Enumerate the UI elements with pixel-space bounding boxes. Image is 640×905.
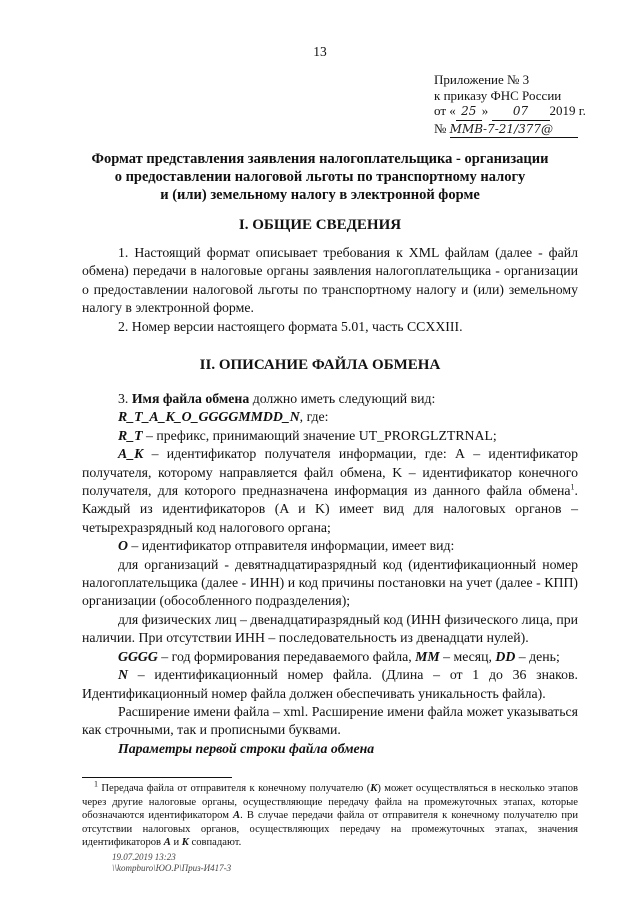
date-month: 07 <box>492 104 550 121</box>
date-definition: GGGG – год формирования передаваемого файла, MM – месяц, DD – день; <box>118 648 560 664</box>
extension-note: Расширение имени файла – xml. Расширение имени файла может указываться как строчными, так и прописными буквами. <box>82 703 578 738</box>
section-2-body <box>82 390 578 758</box>
paragraph-3: 3. Имя файла обмена должно иметь следующий вид: <box>118 391 436 406</box>
title-line-2: о предоставлении налоговой льготы по транспортному налогу <box>114 169 526 185</box>
o-definition: O – идентификатор отправителя информации, имеет вид: <box>118 538 455 554</box>
print-stamp: 19.07.2019 13:23 \\kompburo\ЮО.Р\Приз-И417-3 <box>112 852 232 873</box>
rt-definition: R_T – префикс, принимающий значение UT_PRORGLZTRNAL; <box>118 427 497 443</box>
org-definition: для организаций - девятнадцатиразрядный код (идентификационный номер налогоплательщика (далее - ИНН) и код причины постановки на учет (далее - КПП) организации (обособленного подразделения); <box>82 556 578 609</box>
date-year: 2019 г. <box>549 103 586 118</box>
appendix-line-1: Приложение № 3 <box>434 72 530 87</box>
number-prefix: № <box>434 120 447 136</box>
section-2-heading: II. ОПИСАНИЕ ФАЙЛА ОБМЕНА <box>199 357 441 373</box>
date-prefix: от « <box>434 103 456 118</box>
n-definition: N – идентификационный номер файла. (Длина – от 1 до 36 знаков. Идентификационный номер файла должен обеспечивать уникальность файла). <box>82 667 578 701</box>
section-1-body <box>82 244 578 336</box>
file-name-pattern: R_T_A_K_O_GGGGMMDD_N, где: <box>118 409 329 425</box>
paragraph-2: 2. Номер версии настоящего формата 5.01, часть CCXXIII. <box>118 318 463 334</box>
date-day: 25 <box>456 104 482 121</box>
page-number: 13 <box>313 44 327 59</box>
footnote-ref: 1 <box>570 482 575 492</box>
appendix-line-2: к приказу ФНС России <box>434 87 562 103</box>
date-mid: » <box>481 103 489 118</box>
ak-definition: A_K – идентификатор получателя информации, где: А – идентификатор получателя, которому направляется файл обмена, K – идентификатор конечного получателя, для которого предназначена информация из данного файла обмена$^1$. Каждый из идентификаторов (A и K) имеет вид для налоговых органов – четырехразрядный код налогового органа; <box>82 446 578 535</box>
number-value: ММВ-7-21/377@ <box>450 122 578 139</box>
section-1-heading: I. ОБЩИЕ СВЕДЕНИЯ <box>238 217 402 233</box>
appendix-date <box>434 103 586 121</box>
params-heading: Параметры первой строки файла обмена <box>118 740 375 756</box>
paragraph-1: 1. Настоящий формат описывает требования к XML файлам (далее - файл обмена) передачи в налоговые органы заявления налогоплательщика - организации о предоставлении налоговой льготы по транспортному налогу и (или) земельному налогу в электронной форме. <box>82 245 578 316</box>
appendix-block <box>434 72 586 138</box>
document-title <box>60 150 580 204</box>
file-name-term: Имя файла обмена <box>131 391 250 406</box>
appendix-number <box>434 121 586 139</box>
fl-definition: для физических лиц – двенадцатиразрядный код (ИНН физического лица, при наличии. При отсутствии ИНН – последовательность из двенадцати нулей). <box>82 611 578 646</box>
footnote: $^1$ Передача файла от отправителя к конечному получателю (K) может осуществляться в несколько этапов через другие налоговые органы, осуществляющие передачу файла на промежуточных этапах, которые обозначаются идентификатором A. В случае передачи файла от отправителя к конечному получателю при отсутствии налоговых органов, осуществляющих передачу на промежуточных этапах, значения идентификаторов A и K совпадают. <box>82 779 578 849</box>
footnote-divider <box>82 777 232 778</box>
title-line-3: и (или) земельному налогу в электронной форме <box>160 187 480 203</box>
title-line-1: Формат представления заявления налогоплательщика - организации <box>91 151 549 167</box>
